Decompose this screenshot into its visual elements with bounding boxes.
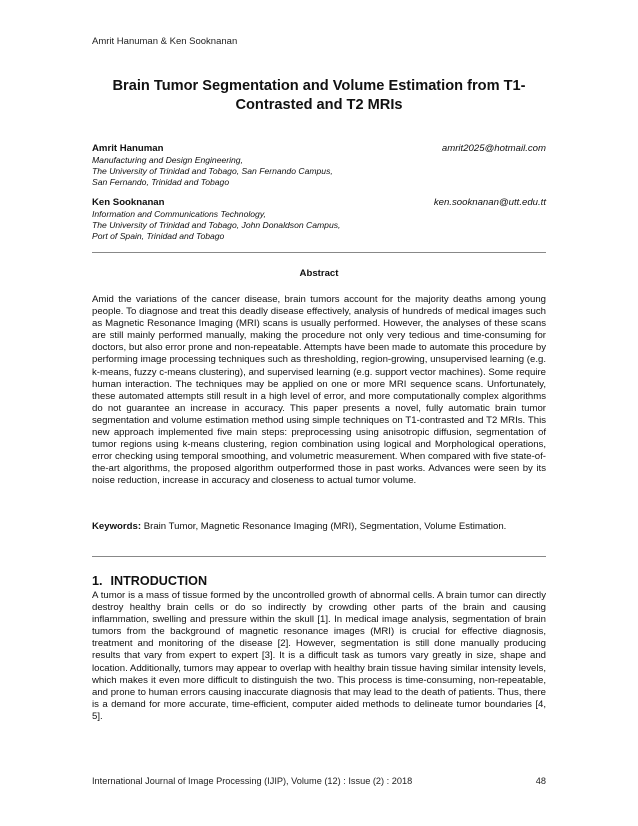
section-title: INTRODUCTION bbox=[110, 574, 208, 588]
author-block-2 bbox=[92, 197, 546, 242]
keywords-text: Brain Tumor, Magnetic Resonance Imaging (MRI), Segmentation, Volume Estimation. bbox=[143, 521, 507, 532]
author-email[interactable]: ken.sooknanan@utt.edu.tt bbox=[433, 197, 546, 208]
page-number: 48 bbox=[535, 776, 546, 786]
divider bbox=[92, 556, 546, 557]
section-number: 1. bbox=[92, 574, 103, 588]
affiliation-line: Manufacturing and Design Engineering, bbox=[92, 155, 243, 165]
author-block-1 bbox=[92, 143, 546, 188]
affiliation-line: The University of Trinidad and Tobago, John Donaldson Campus, bbox=[92, 220, 341, 230]
journal-info: International Journal of Image Processing (IJIP), Volume (12) : Issue (2) : 2018 bbox=[92, 776, 413, 786]
keywords-label: Keywords: bbox=[92, 521, 142, 532]
divider bbox=[92, 252, 546, 253]
abstract-text: Amid the variations of the cancer disease, brain tumors account for the majority deaths among young people. To diagnose and treat this deadly disease effectively, analysis of hundreds of medical images such as Magnetic Resonance Imaging (MRI) scans is usually performed. However, the analyses of these scans are still mainly performed manually, making the procedure not only very tedious and time-consuming for doctors, but also error prone and non-repeatable. Attempts have been made to automate this procedure by performing image processing techniques such as thresholding, region-growing, unsupervised learning (e.g. k-means, fuzzy c-means clustering), and supervised learning (e.g. support vector machines). Some require human interaction. The techniques may be applied on one or more MRI sequence scans. Unfortunately, these automated attempts still result in a high level of error, and more computationally complex algorithms do not guarantee an increase in accuracy. This paper presents a novel, fully automatic brain tumor segmentation and volume estimation method using simple techniques on T1-contrasted and T2 MRIs. This new approach implemented five main steps: preprocessing using anisotropic diffusion, segmentation of tumor regions using k-means clustering, region combination using logical and Morphological operations, error checking using temporal smoothing, and volumetric measurement. When compared with five state-of-the-art algorithms, the proposed algorithm outperformed those in past works. Advances were seen by its noise reduction, increase in accuracy and closeness to actual tumor volume. bbox=[92, 294, 546, 487]
paper-title: Brain Tumor Segmentation and Volume Estimation from T1-Contrasted and T2 MRIs bbox=[112, 78, 526, 113]
abstract-heading: Abstract bbox=[299, 268, 339, 279]
affiliation-line: Port of Spain, Trinidad and Tobago bbox=[92, 231, 225, 241]
section-heading bbox=[92, 574, 207, 588]
keywords bbox=[92, 521, 546, 533]
affiliation-line: Information and Communications Technology, bbox=[92, 209, 266, 219]
affiliation-line: San Fernando, Trinidad and Tobago bbox=[92, 177, 230, 187]
affiliation-line: The University of Trinidad and Tobago, San Fernando Campus, bbox=[92, 166, 333, 176]
author-name: Ken Sooknanan bbox=[92, 197, 165, 208]
author-name: Amrit Hanuman bbox=[92, 143, 164, 154]
author-email[interactable]: amrit2025@hotmail.com bbox=[441, 143, 546, 154]
running-head: Amrit Hanuman & Ken Sooknanan bbox=[92, 36, 238, 47]
introduction-text: A tumor is a mass of tissue formed by the uncontrolled growth of abnormal cells. A brain tumor can directly destroy healthy brain cells or do so indirectly by crowding other parts of the brain and causing inflammation, swelling and pressure within the skull [1]. In medical image analysis, segmentation of brain tumors from the background of magnetic resonance images (MRI) is crucial for effective diagnosis, treatment and monitoring of the disease [2]. However, segmentation is still done manually producing results that vary from expert to expert [3]. It is a difficult task as tumors vary greatly in size, shape and location. Additionally, tumors may appear to overlap with healthy brain tissue having similar intensity levels, which makes it even more difficult to distinguish the two. This process is time-consuming, non-repeatable, and prone to human errors causing inaccurate diagnosis that may lead to the death of patients. Thus, there is a demand for more accurate, time-efficient, computer aided methods to delineate tumor boundaries [4, 5]. bbox=[92, 590, 546, 722]
page-footer bbox=[92, 776, 546, 786]
